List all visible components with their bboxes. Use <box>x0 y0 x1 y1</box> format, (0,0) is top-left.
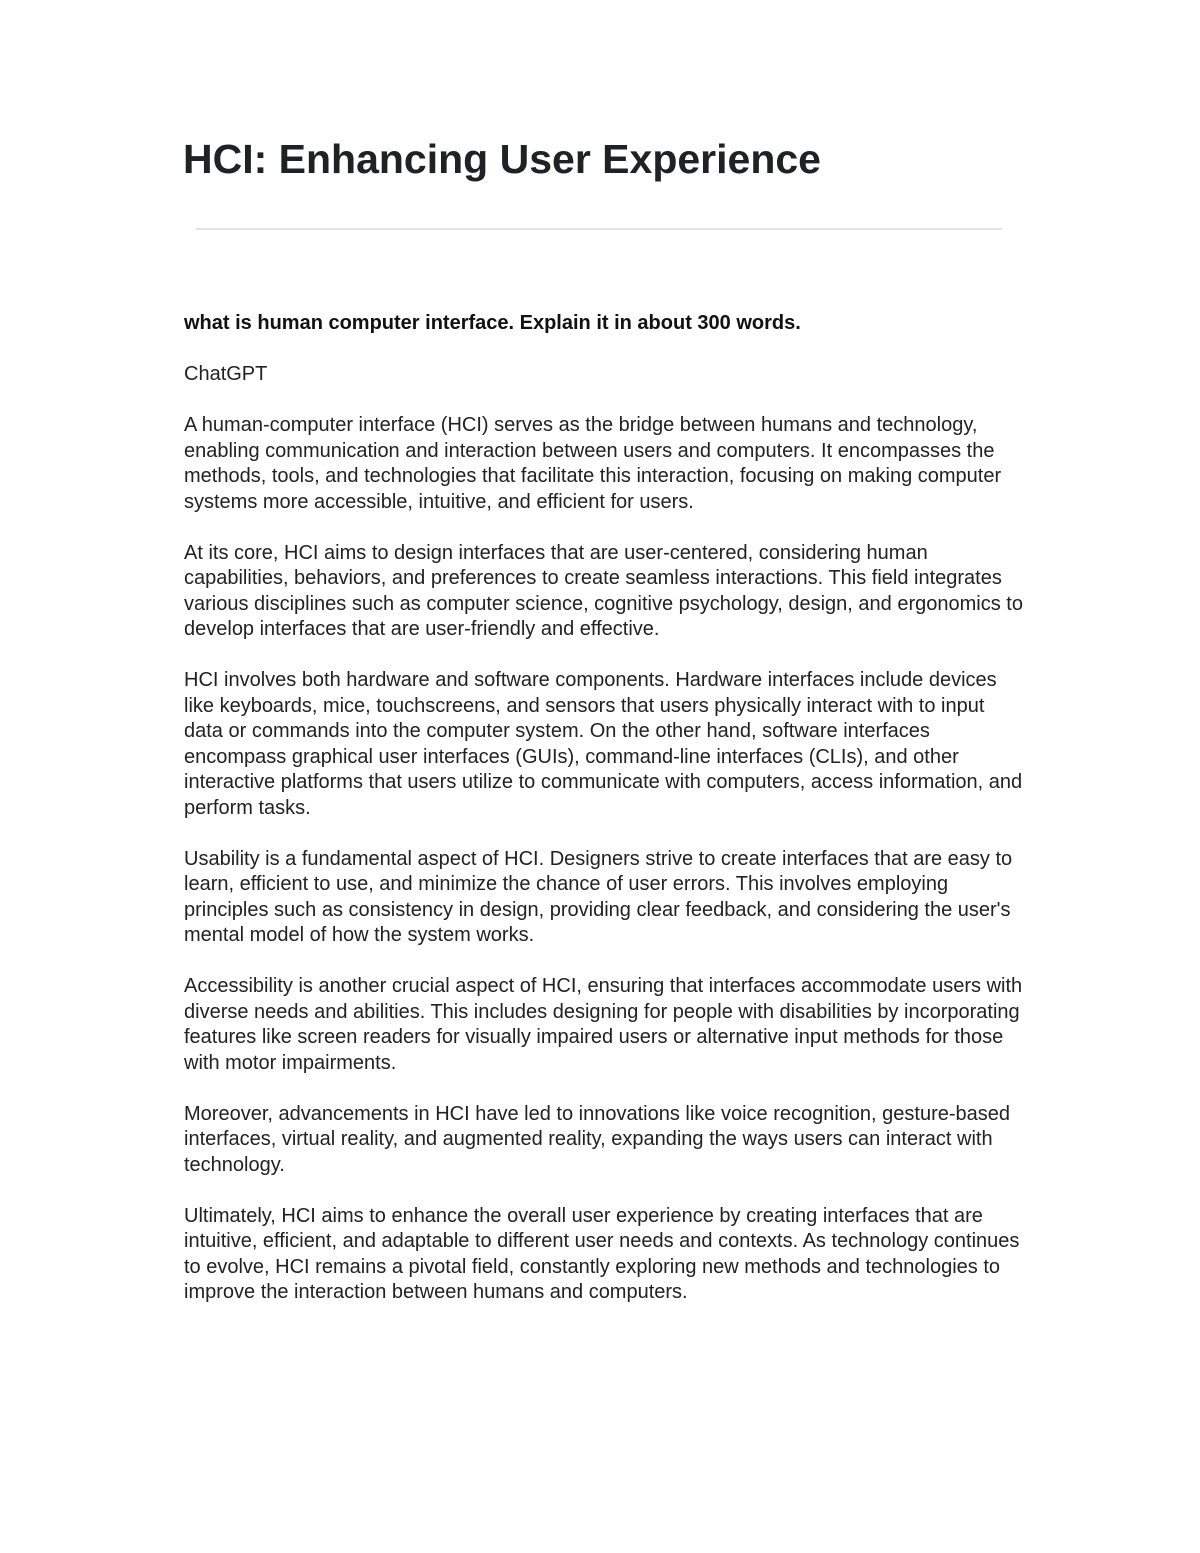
response-paragraph: Moreover, advancements in HCI have led to innovations like voice recognition, gesture-based interfaces, virtual reality, and augmented reality, expanding the ways users can interact with technology. <box>184 1102 1011 1176</box>
response-paragraph: Usability is a fundamental aspect of HCI. Designers strive to create interfaces that are easy to learn, efficient to use, and minimize the chance of user errors. This involves employing principles such as consistency in design, providing clear feedback, and considering the user's mental model of how the system works. <box>184 847 1013 946</box>
page-title: HCI: Enhancing User Experience <box>183 136 821 182</box>
response-paragraph: A human-computer interface (HCI) serves as the bridge between humans and technology, enabling communication and interaction between users and computers. It encompasses the methods, tools, and technologies that facilitate this interaction, focusing on making computer systems more accessible, intuitive, and efficient for users. <box>184 414 1002 513</box>
response-author: ChatGPT <box>184 363 268 385</box>
response-paragraph: HCI involves both hardware and software components. Hardware interfaces include devices like keyboards, mice, touchscreens, and sensors that users physically interact with to input data or commands into the computer system. On the other hand, software interfaces encompass graphical user interfaces (GUIs), command-line interfaces (CLIs), and other interactive platforms that users utilize to communicate with computers, access information, and perform tasks. <box>184 669 1023 819</box>
response-paragraph: Ultimately, HCI aims to enhance the overall user experience by creating interfaces that are intuitive, efficient, and adaptable to different user needs and contexts. As technology continues to evolve, HCI remains a pivotal field, constantly exploring new methods and technologies to improve the interaction between humans and computers. <box>184 1204 1020 1303</box>
title-divider <box>196 228 1002 230</box>
response-paragraph: At its core, HCI aims to design interfaces that are user-centered, considering human capabilities, behaviors, and preferences to create seamless interactions. This field integrates various disciplines such as computer science, cognitive psychology, design, and ergonomics to develop interfaces that are user-friendly and effective. <box>184 541 1023 640</box>
document-body <box>184 311 1024 1331</box>
response-paragraph: Accessibility is another crucial aspect of HCI, ensuring that interfaces accommodate users with diverse needs and abilities. This includes designing for people with disabilities by incorporating features like screen readers for visually impaired users or alternative input methods for those with motor impairments. <box>184 975 1023 1074</box>
user-prompt: what is human computer interface. Explain it in about 300 words. <box>184 312 801 334</box>
